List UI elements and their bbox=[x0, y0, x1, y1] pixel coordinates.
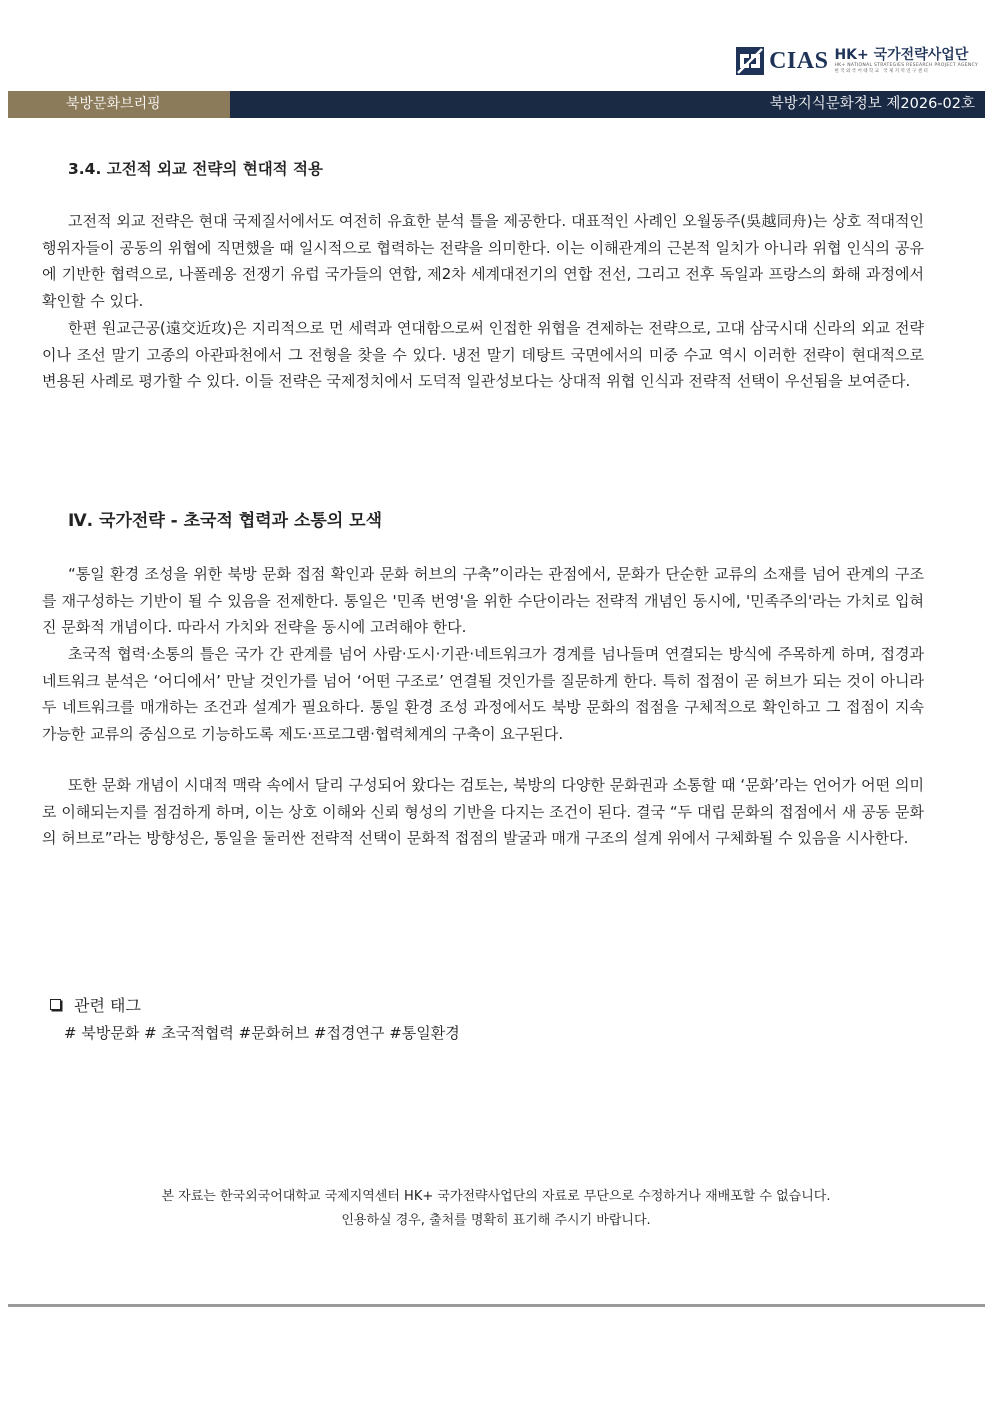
footer-notice-line1: 본 자료는 한국외국어대학교 국제지역센터 HK+ 국가전략사업단의 자료로 무단으로 수정하거나 재배포할 수 없습니다. bbox=[161, 1189, 831, 1204]
section-heading-3-4: 3.4. 고전적 외교 전략의 현대적 적용 bbox=[68, 160, 323, 178]
logo-subtitle-ko: 한국외국어대학교 국제지역연구센터 bbox=[834, 69, 930, 74]
tags-heading bbox=[50, 993, 141, 1016]
cias-logo bbox=[735, 44, 978, 78]
bottom-divider bbox=[8, 1304, 985, 1307]
paragraph: 고전적 외교 전략은 현대 국제질서에서도 여전히 유효한 분석 틀을 제공한다. 대표적인 사례인 오월동주(吳越同舟)는 상호 적대적인 행위자들이 공동의 위협에 직면했을 때 일시적으로 협력하는 전략을 의미한다. 이는 이해관계의 근본적 일치가 아니라 위협 인식의 공유에 기반한 협력으로, 나폴레옹 전쟁기 유럽 국가들의 연합, 제2차 세계대전기의 연합 전선, 그리고 전후 독일과 프랑스의 화해 과정에서 확인할 수 있다. bbox=[42, 212, 924, 310]
paragraph: 또한 문화 개념이 시대적 맥락 속에서 달리 구성되어 왔다는 검토는, 북방의 다양한 문화권과 소통할 때 ‘문화’라는 언어가 어떤 의미로 이해되는지를 점검하게 하며, 이는 상호 이해와 신뢰 형성의 기반을 다지는 조건이 된다. 결국 “두 대립 문화의 접점에서 새 공동 문화의 허브로”라는 방향성은, 통일을 둘러싼 전략적 선택이 문화적 접점의 발굴과 매개 구조의 설계 위에서 구체화될 수 있음을 시사한다. bbox=[42, 776, 924, 847]
paragraph: “통일 환경 조성을 위한 북방 문화 접점 확인과 문화 허브의 구축”이라는 관점에서, 문화가 단순한 교류의 소재를 넘어 관계의 구조를 재구성하는 기반이 될 수 있음을 전제한다. 통일은 '민족 번영'을 위한 수단이라는 전략적 개념인 동시에, '민족주의'라는 가치로 입혀진 문화적 개념이다. 따라서 가치와 전략을 동시에 고려해야 한다. bbox=[42, 565, 924, 636]
header-bar bbox=[8, 91, 985, 118]
series-label: 북방문화브리핑 bbox=[8, 91, 230, 118]
cias-emblem-icon bbox=[735, 46, 765, 76]
checkbox-bullet-icon bbox=[50, 999, 61, 1010]
tags-heading-label: 관련 태그 bbox=[74, 996, 141, 1015]
paragraph: 한편 원교근공(遠交近攻)은 지리적으로 먼 세력과 연대함으로써 인접한 위협을 견제하는 전략으로, 고대 삼국시대 신라의 외교 전략이나 조선 말기 고종의 아관파천에서 그 전형을 찾을 수 있다. 냉전 말기 데탕트 국면에서의 미중 수교 역시 이러한 전략이 현대적으로 변용된 사례로 평가할 수 있다. 이들 전략은 국제정치에서 도덕적 일관성보다는 상대적 위협 인식과 전략적 선택이 우선됨을 보여준다. bbox=[42, 319, 924, 390]
related-tags: # 북방문화 # 초국적협력 #문화허브 #접경연구 #통일환경 bbox=[64, 1024, 460, 1042]
logo-subtitle-en: HK+ NATIONAL STRATEGIES RESEARCH PROJECT AGENCY bbox=[834, 63, 978, 68]
footer-notice-line2: 인용하실 경우, 출처를 명확히 표기해 주시기 바랍니다. bbox=[341, 1213, 651, 1228]
issue-number: 북방지식문화정보 제2026-02호 bbox=[230, 91, 985, 118]
paragraph: 초국적 협력·소통의 틀은 국가 간 관계를 넘어 사람·도시·기관·네트워크가 경계를 넘나들며 연결되는 방식에 주목하게 하며, 접경과 네트워크 분석은 ‘어디에서’ 만날 것인가를 넘어 ‘어떤 구조로’ 연결될 것인가를 질문하게 한다. 특히 접점이 곧 허브가 되는 것이 아니라 두 네트워크를 매개하는 조건과 설계가 필요하다. 통일 환경 조성 과정에서도 북방 문화의 접점을 구체적으로 확인하고 그 접점이 지속 가능한 교류의 중심으로 기능하도록 제도·프로그램·협력체계의 구축이 요구된다. bbox=[42, 645, 924, 743]
logo-title: HK+ 국가전략사업단 bbox=[834, 47, 969, 63]
section-heading-4: Ⅳ. 국가전략 - 초국적 협력과 소통의 모색 bbox=[68, 511, 383, 531]
logo-cias-text: CIAS bbox=[769, 47, 829, 74]
